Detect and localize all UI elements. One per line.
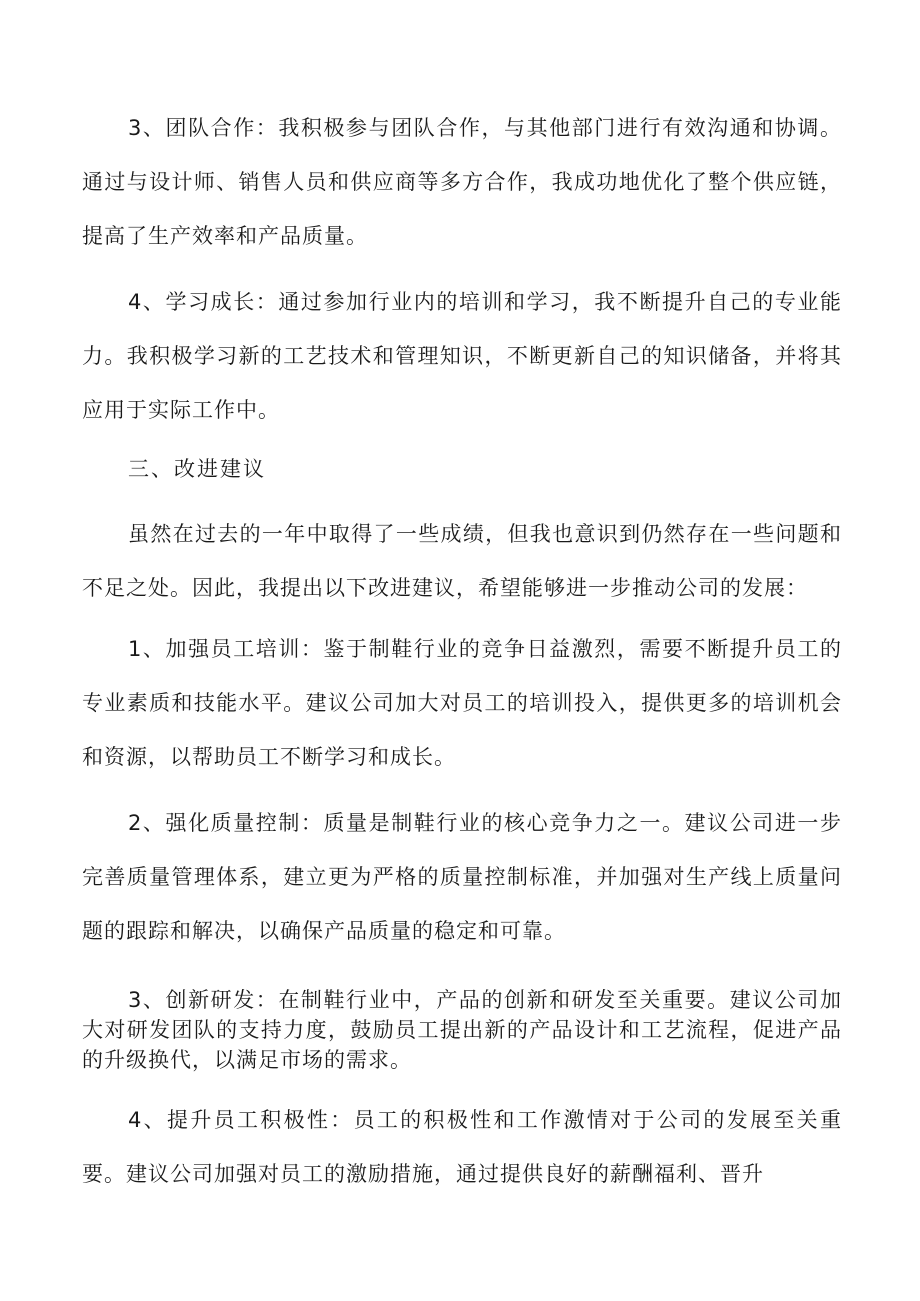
section-heading-improvement: 三、改进建议 <box>128 457 266 481</box>
paragraph-learning-growth: 4、学习成长：通过参加行业内的培训和学习，我不断提升自己的专业能力。我积极学习新的工艺技术和管理知识，不断更新自己的知识储备，并将其应用于实际工作中。 <box>82 290 842 422</box>
paragraph-employee-motivation: 4、提升员工积极性：员工的积极性和工作激情对于公司的发展至关重要。建议公司加强对员工的激励措施，通过提供良好的薪酬福利、晋升 <box>82 1108 842 1186</box>
paragraph-innovation-rd: 3、创新研发：在制鞋行业中，产品的创新和研发至关重要。建议公司加大对研发团队的支持力度，鼓励员工提出新的产品设计和工艺流程，促进产品的升级换代，以满足市场的需求。 <box>82 988 842 1072</box>
paragraph-improvement-intro: 虽然在过去的一年中取得了一些成绩，但我也意识到仍然存在一些问题和不足之处。因此，我提出以下改进建议，希望能够进一步推动公司的发展： <box>82 522 842 600</box>
paragraph-staff-training: 1、加强员工培训：鉴于制鞋行业的竞争日益激烈，需要不断提升员工的专业素质和技能水平。建议公司加大对员工的培训投入，提供更多的培训机会和资源，以帮助员工不断学习和成长。 <box>82 637 842 769</box>
paragraph-team-cooperation: 3、团队合作：我积极参与团队合作，与其他部门进行有效沟通和协调。通过与设计师、销售人员和供应商等多方合作，我成功地优化了整个供应链，提高了生产效率和产品质量。 <box>82 116 842 248</box>
paragraph-quality-control: 2、强化质量控制：质量是制鞋行业的核心竞争力之一。建议公司进一步完善质量管理体系，建立更为严格的质量控制标准，并加强对生产线上质量问题的跟踪和解决，以确保产品质量的稳定和可靠。 <box>82 811 842 943</box>
